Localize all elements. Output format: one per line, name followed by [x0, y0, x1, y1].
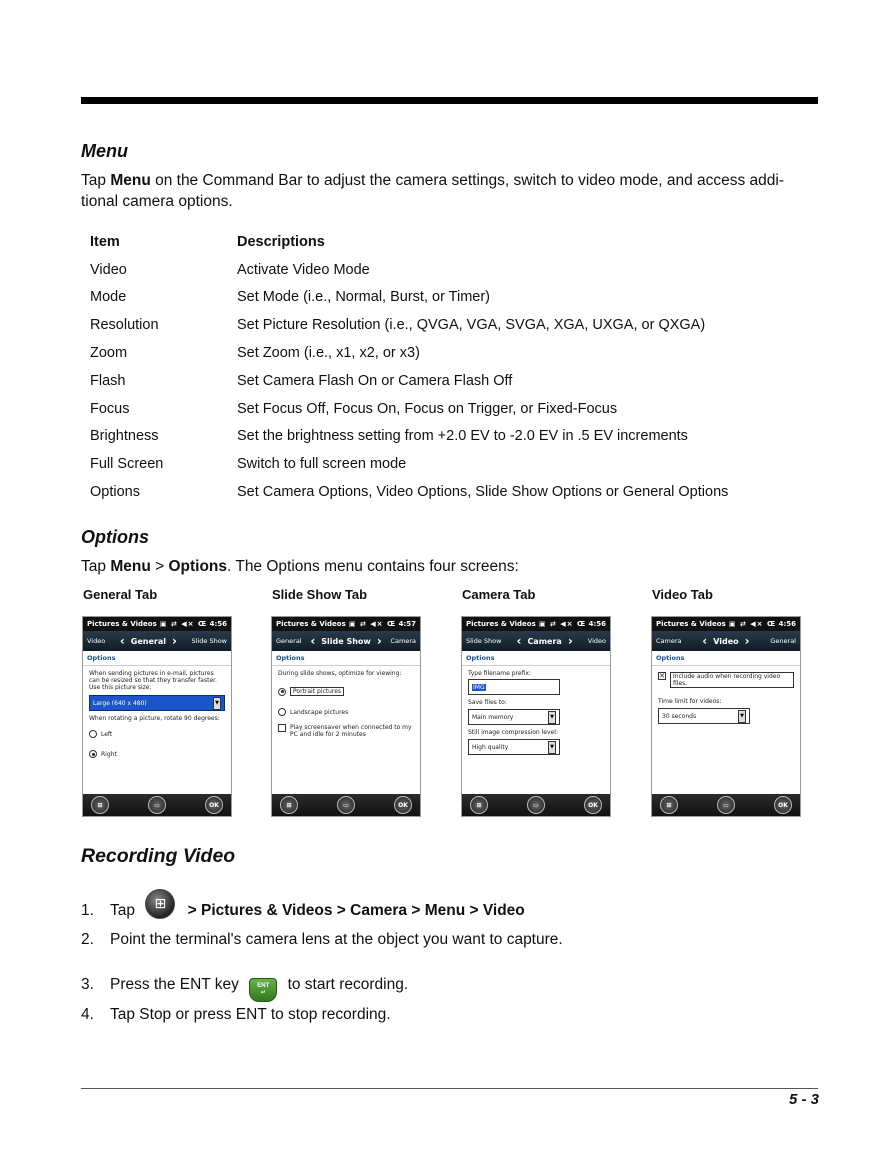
resize-description: When sending pictures in e-mail, pictures can be resized so that they transfer faster. [89, 670, 217, 684]
nav-next-tab[interactable]: Slide Show [191, 637, 227, 645]
table-row [81, 395, 818, 423]
save-files-label: Save files to: [468, 699, 507, 706]
include-audio-label: Include audio when recording video files. [670, 672, 794, 688]
picture-size-label: Use this picture size: [89, 684, 152, 691]
slide-show-tab-label: Slide Show Tab [272, 587, 368, 602]
step-number: 1. [81, 902, 94, 919]
chevron-right-icon: › [744, 634, 750, 648]
dropdown-arrow-icon: ▼ [548, 711, 556, 724]
radio-landscape-label: Landscape pictures [290, 708, 349, 716]
ok-button[interactable]: OK [394, 796, 412, 814]
table-row [81, 367, 818, 395]
windows-start-icon[interactable]: ⊞ [660, 796, 678, 814]
nav-current-tab: Video [713, 636, 739, 646]
table-cell-description: Set Focus Off, Focus On, Focus on Trigger, or Fixed-Focus [237, 400, 618, 417]
menu-intro-line2: tional camera options. [81, 193, 233, 210]
radio-portrait[interactable] [278, 687, 414, 696]
radio-selected-icon [89, 750, 97, 758]
options-heading: Options [81, 527, 149, 547]
step-text-post: to start recording. [287, 976, 409, 993]
status-title: Pictures & Videos [87, 620, 157, 628]
options-intro-options: Options [168, 558, 228, 575]
table-cell-description: Set Picture Resolution (i.e., QVGA, VGA, SVGA, XGA, UXGA, or QXGA) [237, 317, 706, 334]
nav-next-tab[interactable]: Camera [390, 637, 416, 645]
recording-steps [81, 886, 818, 1036]
table-cell-description: Set Camera Options, Video Options, Slide Show Options or General Options [237, 484, 729, 501]
phone-content [462, 666, 610, 806]
compression-value: High quality [472, 743, 509, 751]
chevron-left-icon: ‹ [516, 634, 522, 648]
filename-prefix-label: Type filename prefix: [468, 670, 531, 677]
windows-start-icon[interactable]: ⊞ [280, 796, 298, 814]
bottom-bar [83, 794, 231, 816]
time-limit-select[interactable] [658, 708, 750, 724]
ok-button[interactable]: OK [584, 796, 602, 814]
options-intro-pre: Tap [81, 558, 111, 575]
step-text: Tap Stop or press ENT to stop recording. [110, 1006, 391, 1023]
camera-tab-label: Camera Tab [462, 587, 536, 602]
picture-size-select[interactable] [89, 695, 225, 711]
options-intro-sep: > [150, 558, 169, 575]
nav-next-tab[interactable]: General [770, 637, 796, 645]
time-limit-value: 30 seconds [662, 712, 697, 720]
bottom-bar [272, 794, 420, 816]
ent-key-icon [249, 978, 277, 1002]
filename-prefix-value: IMG [473, 683, 485, 691]
keyboard-icon[interactable]: ▭ [717, 796, 735, 814]
status-bar [462, 617, 610, 631]
radio-right[interactable] [89, 750, 225, 758]
status-icons: ▣ ⇄ ◀× Œ [728, 620, 777, 628]
save-files-value: Main memory [472, 713, 514, 721]
table-header-item: Item [90, 233, 120, 250]
radio-selected-icon [278, 688, 286, 696]
rotate-label: When rotating a picture, rotate 90 degrees: [89, 715, 220, 722]
radio-icon [278, 708, 286, 716]
nav-prev-tab[interactable]: Camera [656, 637, 682, 645]
nav-next-tab[interactable]: Video [587, 637, 606, 645]
filename-prefix-input[interactable] [468, 679, 560, 695]
table-cell-description: Set Mode (i.e., Normal, Burst, or Timer) [237, 289, 491, 306]
ent-key-label: ENT [257, 983, 270, 989]
menu-intro-pre: Tap [81, 172, 111, 189]
status-bar [272, 617, 420, 631]
status-time: 4:56 [209, 620, 227, 628]
nav-current-tab: General [130, 636, 166, 646]
screensaver-checkbox[interactable] [278, 724, 414, 738]
table-row [81, 423, 818, 451]
status-icons: ▣ ⇄ ◀× Œ [348, 620, 397, 628]
step-text: Point the terminal's camera lens at the object you want to capture. [110, 931, 563, 948]
table-cell-description: Set the brightness setting from +2.0 EV to -2.0 EV in .5 EV increments [237, 428, 688, 445]
radio-right-label: Right [101, 750, 117, 758]
tab-nav [272, 631, 420, 651]
table-cell-description: Switch to full screen mode [237, 456, 407, 473]
table-cell-description: Activate Video Mode [237, 261, 370, 278]
table-cell-item: Mode [90, 289, 127, 306]
chevron-right-icon: › [567, 634, 573, 648]
general-tab-screenshot [82, 616, 232, 817]
status-time: 4:56 [778, 620, 796, 628]
step-text: Tap [110, 902, 135, 919]
chevron-right-icon: › [376, 634, 382, 648]
save-files-select[interactable] [468, 709, 560, 725]
menu-intro [81, 170, 821, 212]
chevron-left-icon: ‹ [310, 634, 316, 648]
radio-portrait-label: Portrait pictures [290, 687, 344, 696]
video-tab-label: Video Tab [652, 587, 713, 602]
table-row [81, 450, 818, 478]
nav-current-tab: Camera [527, 636, 562, 646]
camera-tab-screenshot [461, 616, 611, 817]
ok-button[interactable]: OK [205, 796, 223, 814]
options-subheader: Options [272, 651, 420, 666]
step-number: 3. [81, 976, 94, 993]
compression-label: Still image compression level: [468, 729, 558, 736]
dropdown-arrow-icon: ▼ [738, 710, 746, 723]
ok-button[interactable]: OK [774, 796, 792, 814]
options-intro-rest: . The Options menu contains four screens: [227, 558, 519, 575]
recording-heading: Recording Video [81, 845, 236, 867]
tab-nav [652, 631, 800, 651]
options-intro [81, 556, 519, 577]
keyboard-icon[interactable]: ▭ [337, 796, 355, 814]
video-tab-screenshot [651, 616, 801, 817]
keyboard-icon[interactable]: ▭ [148, 796, 166, 814]
nav-prev-tab[interactable]: Video [87, 637, 106, 645]
dropdown-arrow-icon: ▼ [213, 697, 221, 710]
compression-select[interactable] [468, 739, 560, 755]
dropdown-arrow-icon: ▼ [548, 741, 556, 754]
checkbox-icon [278, 724, 286, 732]
table-header-row [81, 228, 818, 256]
screensaver-label: Play screensaver when connected to my PC and idle for 2 minutes [290, 724, 412, 738]
general-tab-label: General Tab [83, 587, 158, 602]
radio-icon [89, 730, 97, 738]
include-audio-checkbox[interactable] [658, 672, 794, 688]
step-number: 4. [81, 1006, 94, 1023]
menu-intro-rest: on the Command Bar to adjust the camera settings, switch to video mode, and access addi- [150, 172, 785, 189]
step-path: > Pictures & Videos > Camera > Menu > Video [187, 902, 525, 919]
keyboard-icon[interactable]: ▭ [527, 796, 545, 814]
status-title: Pictures & Videos [466, 620, 536, 628]
menu-heading: Menu [81, 141, 128, 161]
table-row [81, 339, 818, 367]
table-row [81, 284, 818, 312]
table-cell-item: Flash [90, 372, 126, 389]
step-text: Press the ENT key [110, 976, 239, 993]
status-bar [83, 617, 231, 631]
status-time: 4:57 [398, 620, 416, 628]
phone-content [272, 666, 420, 806]
radio-left[interactable] [89, 730, 225, 738]
table-row [81, 256, 818, 284]
chevron-left-icon: ‹ [702, 634, 708, 648]
table-cell-item: Full Screen [90, 456, 164, 473]
phone-content [652, 666, 800, 806]
step-number: 2. [81, 931, 94, 948]
options-intro-menu: Menu [110, 558, 151, 575]
checkbox-checked-icon: ✕ [659, 671, 665, 680]
status-bar [652, 617, 800, 631]
menu-intro-bold: Menu [110, 172, 151, 189]
optimize-label: During slide shows, optimize for viewing: [278, 670, 402, 677]
picture-size-value: Large (640 x 480) [93, 699, 147, 707]
table-header-descriptions: Descriptions [237, 233, 325, 250]
table-cell-item: Video [90, 261, 127, 278]
windows-start-icon: ⊞ [145, 889, 175, 919]
chevron-left-icon: ‹ [119, 634, 125, 648]
bottom-bar [462, 794, 610, 816]
phone-content [83, 666, 231, 806]
status-icons: ▣ ⇄ ◀× Œ [538, 620, 587, 628]
table-cell-description: Set Camera Flash On or Camera Flash Off [237, 372, 513, 389]
bottom-bar [652, 794, 800, 816]
tab-nav [462, 631, 610, 651]
status-icons: ▣ ⇄ ◀× Œ [159, 620, 208, 628]
status-time: 4:56 [588, 620, 606, 628]
table-cell-item: Brightness [90, 428, 159, 445]
table-cell-item: Focus [90, 400, 130, 417]
tab-nav [83, 631, 231, 651]
status-title: Pictures & Videos [276, 620, 346, 628]
windows-start-icon[interactable]: ⊞ [91, 796, 109, 814]
chevron-right-icon: › [171, 634, 177, 648]
return-arrow-icon: ↵ [260, 990, 266, 996]
options-subheader: Options [462, 651, 610, 666]
radio-left-label: Left [101, 730, 113, 738]
options-subheader: Options [83, 651, 231, 666]
page-number: 5 - 3 [788, 1091, 819, 1108]
table-cell-description: Set Zoom (i.e., x1, x2, or x3) [237, 345, 420, 362]
nav-prev-tab[interactable]: Slide Show [466, 637, 502, 645]
slide-show-tab-screenshot [271, 616, 421, 817]
status-title: Pictures & Videos [656, 620, 726, 628]
bottom-rule [81, 1088, 818, 1089]
time-limit-label: Time limit for videos: [658, 698, 722, 705]
menu-items-table [81, 228, 818, 506]
top-rule [81, 97, 818, 104]
table-cell-item: Resolution [90, 317, 159, 334]
options-subheader: Options [652, 651, 800, 666]
table-row [81, 311, 818, 339]
table-row [81, 478, 818, 506]
table-cell-item: Options [90, 484, 140, 501]
nav-current-tab: Slide Show [321, 636, 371, 646]
radio-landscape[interactable] [278, 708, 414, 716]
windows-start-icon[interactable]: ⊞ [470, 796, 488, 814]
nav-prev-tab[interactable]: General [276, 637, 302, 645]
table-cell-item: Zoom [90, 345, 128, 362]
